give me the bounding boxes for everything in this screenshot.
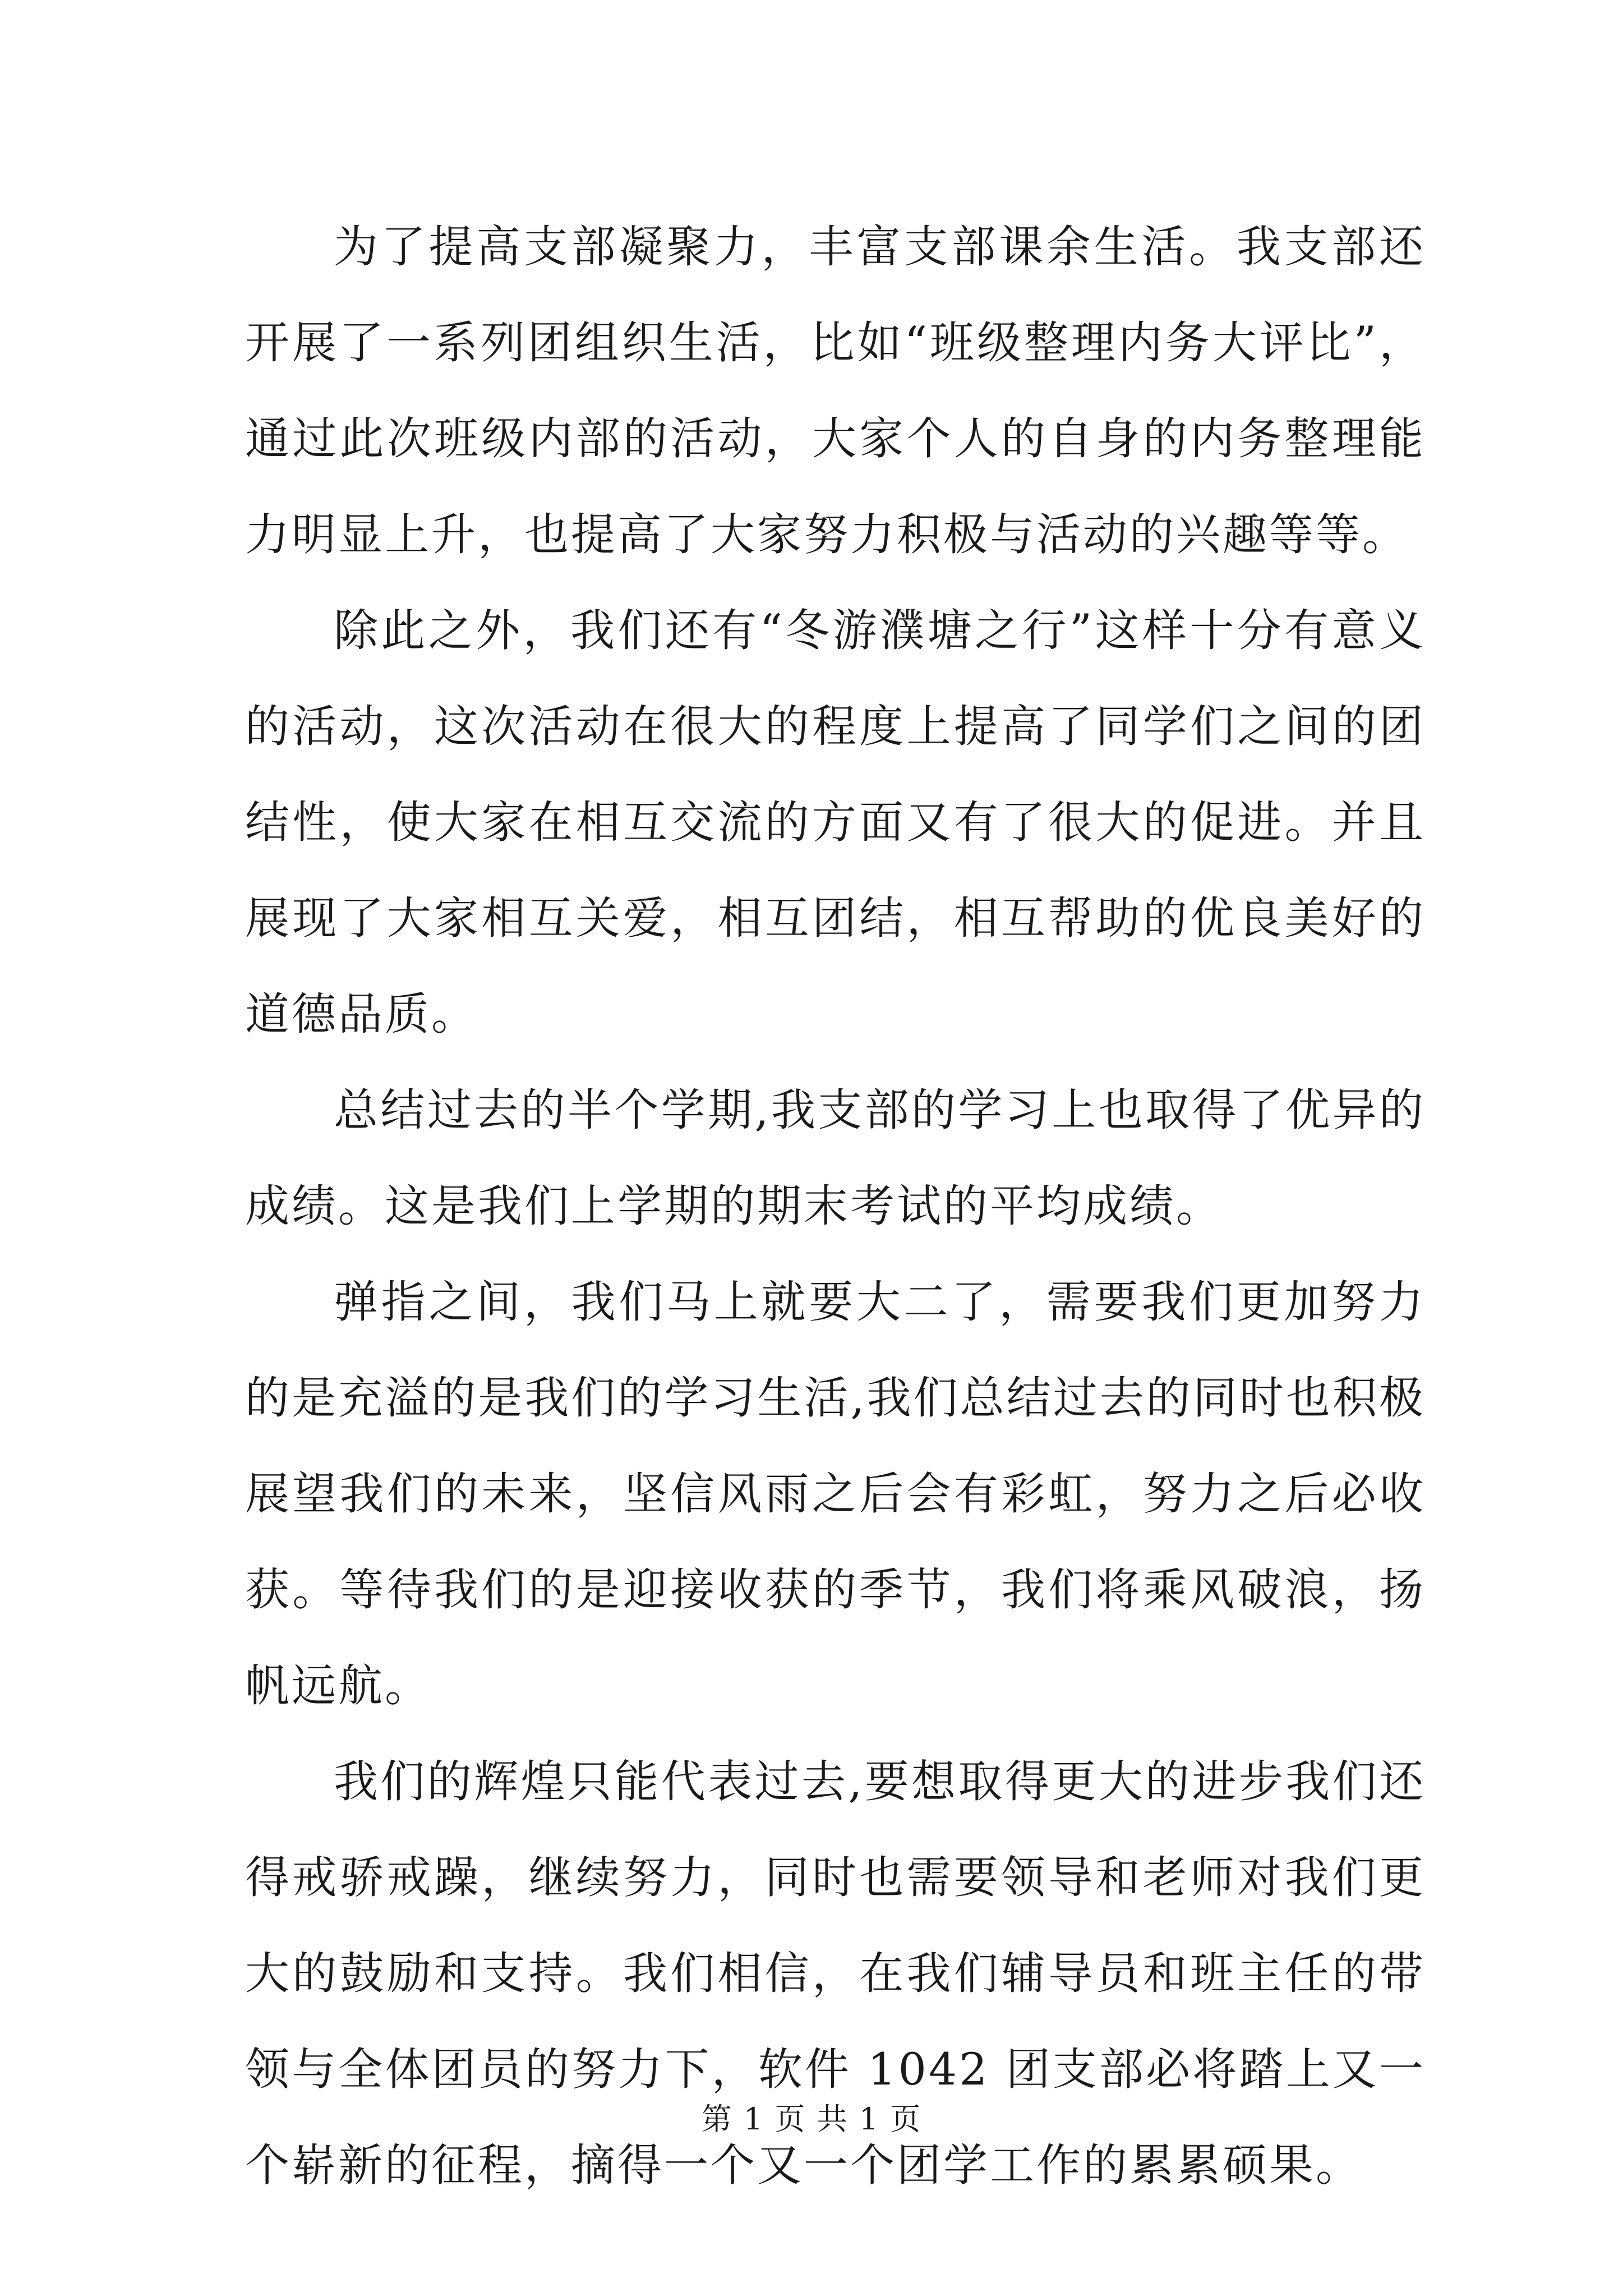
- paragraph: 我们的辉煌只能代表过去,要想取得更大的进步我们还得戒骄戒躁，继续努力，同时也需要领导和老师对我们更大的鼓励和支持。我们相信，在我们辅导员和班主任的带领与全体团员的努力下，软件 1042 团支部必将踏上又一个崭新的征程，摘得一个又一个团学工作的累累硕果。: [245, 1756, 1426, 2191]
- paragraph: 弹指之间，我们马上就要大二了，需要我们更加努力的是充溢的是我们的学习生活,我们总结过去的同时也积极展望我们的未来，坚信风雨之后会有彩虹，努力之后必收获。等待我们的是迎接收获的季节，我们将乘风破浪，扬帆远航。: [245, 1276, 1426, 1711]
- document-body: [245, 199, 1426, 2214]
- page-number-footer: 第 1 页 共 1 页: [701, 2101, 922, 2137]
- paragraph: 为了提高支部凝聚力，丰富支部课余生活。我支部还开展了一系列团组织生活，比如“班级整理内务大评比”，通过此次班级内部的活动，大家个人的自身的内务整理能力明显上升，也提高了大家努力积极与活动的兴趣等等。: [245, 221, 1426, 560]
- paragraph: 总结过去的半个学期,我支部的学习上也取得了优异的成绩。这是我们上学期的期末考试的平均成绩。: [245, 1084, 1426, 1232]
- paragraph: 除此之外，我们还有“冬游濮塘之行”这样十分有意义的活动，这次活动在很大的程度上提高了同学们之间的团结性，使大家在相互交流的方面又有了很大的促进。并且展现了大家相互关爱，相互团结，相互帮助的优良美好的道德品质。: [245, 605, 1426, 1040]
